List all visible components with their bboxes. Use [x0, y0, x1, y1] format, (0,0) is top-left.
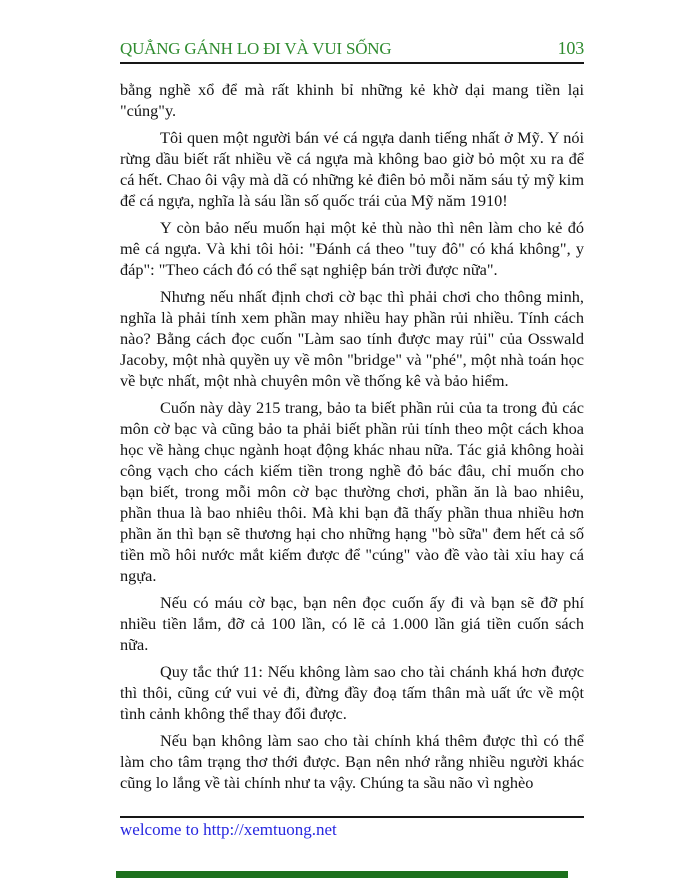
page-body: [120, 79, 584, 793]
bottom-green-bar: [116, 871, 568, 878]
page-header: [120, 38, 584, 59]
header-rule: [120, 62, 584, 64]
body-paragraph: Tôi quen một người bán vé cá ngựa danh tiếng nhất ở Mỹ. Y nói rừng dầu biết rất nhiều về cá ngựa mà không bao giờ bỏ một xu ra để cá hết. Chao ôi vậy mà dã có những kẻ điên bỏ mỗi năm sáu tỷ mỹ kim để cá ngựa, nghĩa là sáu lần số quốc trái của Mỹ năm 1910!: [120, 128, 584, 210]
page-number: 103: [557, 38, 584, 58]
body-paragraph: bằng nghề xổ để mà rất khinh bỉ những kẻ khờ dại mang tiền lại "cúng"y.: [120, 80, 584, 120]
footer-link[interactable]: welcome to http://xemtuong.net: [120, 820, 337, 839]
body-paragraph: Y còn bảo nếu muốn hại một kẻ thù nào thì nên làm cho kẻ đó mê cá ngựa. Và khi tôi hỏi: "Đánh cá theo "tuy đô" có khá không", y đáp": "Theo cách đó có thể sạt nghiệp bán trời được nữa".: [120, 218, 584, 279]
book-title: QUẲNG GÁNH LO ĐI VÀ VUI SỐNG: [120, 39, 392, 58]
body-paragraph: Cuốn này dày 215 trang, bảo ta biết phần rủi của ta trong đủ các môn cờ bạc và cũng bảo ta phải biết phần rủi tính theo một cách khoa học về hàng chục ngành hoạt động khác nhau nữa. Tác giả không hoài công vạch cho cách kiếm tiền trong nghề đỏ bác đâu, chỉ muốn cho bạn biết, trong mỗi môn cờ bạc thường chơi, phần ăn là bao nhiêu, phần thua là bao nhiêu thôi. Mà khi bạn đã thấy phần thua nhiều hơn phần ăn thì bạn sẽ thương hại cho những hạng "bò sữa" đem hết cả số tiền mồ hôi nước mắt kiếm được để "cúng" vào đề vào tài xỉu hay cá ngựa.: [120, 398, 584, 585]
body-paragraph: Nhưng nếu nhất định chơi cờ bạc thì phải chơi cho thông minh, nghĩa là phải tính xem phần may nhiều hay phần rủi nhiều. Tính cách nào? Bằng cách đọc cuốn "Làm sao tính được may rủi" của Osswald Jacoby, một nhà quyền uy về môn "bridge" và "phé", một nhà toán học về bực nhất, một nhà chuyên môn về thống kê và bảo hiểm.: [120, 287, 584, 390]
footer-rule: [120, 816, 584, 818]
content-column: [120, 0, 584, 799]
body-paragraph: Quy tắc thứ 11: Nếu không làm sao cho tài chánh khá hơn được thì thôi, cũng cứ vui vẻ đi, đừng đầy đoạ tấm thân mà uất ức về một tình cảnh không thể thay đổi được.: [120, 662, 584, 723]
body-paragraph: Nếu bạn không làm sao cho tài chính khá thêm được thì có thể làm cho tâm trạng thơ thới được. Bạn nên nhớ rằng nhiều người khác cũng lo lắng về tài chính như ta vậy. Chúng ta sầu não vì nghèo: [120, 731, 584, 792]
body-paragraph: Nếu có máu cờ bạc, bạn nên đọc cuốn ấy đi và bạn sẽ đỡ phí nhiều tiền lắm, đỡ cả 100 lần, có lẽ cả 1.000 lần giá tiền cuốn sách nữa.: [120, 593, 584, 654]
